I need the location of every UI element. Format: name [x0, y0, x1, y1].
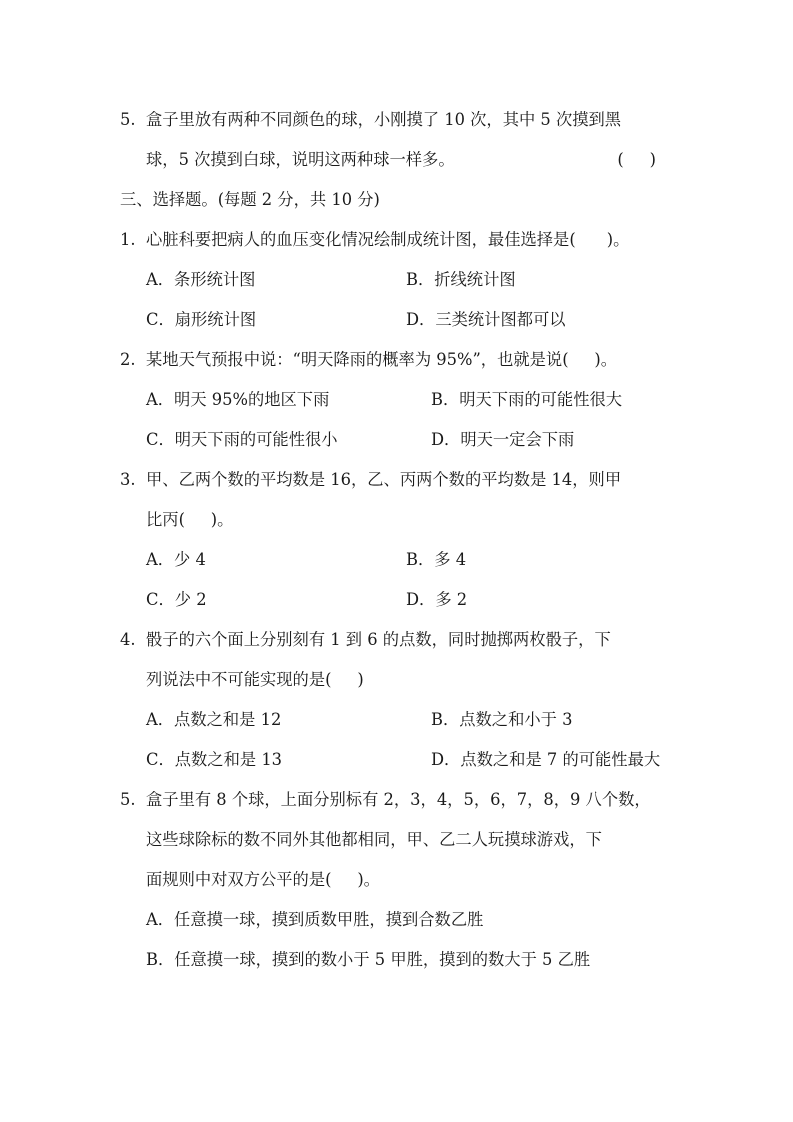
question-4 [120, 620, 700, 780]
question-2-options [146, 380, 700, 460]
question-3-stem [120, 460, 700, 500]
question-3-option-c[interactable]: C．少 2 [146, 590, 207, 609]
question-2-option-c[interactable]: C．明天下雨的可能性很小 [146, 430, 338, 449]
question-3 [120, 460, 700, 620]
question-5-stem-line2: 这些球除标的数不同外其他都相同，甲、乙二人玩摸球游戏，下 [146, 830, 602, 849]
question-5-stem [120, 780, 700, 820]
question-4-option-a[interactable]: A．点数之和是 12 [146, 710, 282, 729]
question-2-option-row-1 [146, 380, 700, 420]
question-3-option-d[interactable]: D．多 2 [406, 590, 468, 609]
question-2-number: 2. [120, 350, 136, 369]
question-4-option-row-1 [146, 700, 700, 740]
question-4-stem-line1: 骰子的六个面上分别刻有 1 到 6 的点数，同时抛掷两枚骰子，下 [146, 630, 611, 649]
question-5-stem-line1: 盒子里有 8 个球，上面分别标有 2，3，4，5，6，7，8，9 八个数， [146, 790, 651, 809]
question-5-number: 5. [120, 790, 136, 809]
question-2-option-a[interactable]: A．明天 95%的地区下雨 [146, 390, 330, 409]
question-4-number: 4. [120, 630, 136, 649]
question-1-option-row-1 [146, 260, 700, 300]
judgement-question-5 [120, 100, 700, 180]
section-heading-multiple-choice: 三、选择题。(每题 2 分，共 10 分) [120, 190, 380, 209]
question-1-option-row-2 [146, 300, 700, 340]
judgement-question-5-text-line2: 球，5 次摸到白球，说明这两种球一样多。 [146, 150, 455, 169]
question-2-option-b[interactable]: B．明天下雨的可能性很大 [431, 390, 623, 409]
question-4-option-b[interactable]: B．点数之和小于 3 [431, 710, 573, 729]
question-5-stem-line3: 面规则中对双方公平的是( )。 [146, 870, 380, 889]
question-2-stem [120, 340, 700, 380]
question-3-stem-line2: 比丙( )。 [146, 510, 234, 529]
question-4-option-c[interactable]: C．点数之和是 13 [146, 750, 283, 769]
question-5-option-b[interactable]: B．任意摸一球，摸到的数小于 5 甲胜，摸到的数大于 5 乙胜 [146, 950, 591, 969]
page-content [120, 100, 700, 980]
question-3-option-b[interactable]: B．多 4 [406, 550, 467, 569]
question-4-option-row-2 [146, 740, 700, 780]
question-1-option-d[interactable]: D．三类统计图都可以 [406, 310, 566, 329]
question-1 [120, 220, 700, 340]
judgement-question-5-text-line1: 盒子里放有两种不同颜色的球，小刚摸了 10 次，其中 5 次摸到黑 [146, 110, 622, 129]
question-2 [120, 340, 700, 460]
question-1-option-c[interactable]: C．扇形统计图 [146, 310, 257, 329]
judgement-question-5-second-line [146, 140, 700, 180]
question-1-number: 1. [120, 230, 136, 249]
question-5-option-a[interactable]: A．任意摸一球，摸到质数甲胜，摸到合数乙胜 [146, 910, 484, 929]
question-4-options [146, 700, 700, 780]
question-5 [120, 780, 700, 980]
question-3-option-a[interactable]: A．少 4 [146, 550, 206, 569]
question-3-option-row-1 [146, 540, 700, 580]
question-1-option-b[interactable]: B．折线统计图 [406, 270, 516, 289]
question-4-option-d[interactable]: D．点数之和是 7 的可能性最大 [431, 750, 661, 769]
question-3-option-row-2 [146, 580, 700, 620]
judgement-question-5-number: 5. [120, 110, 136, 129]
question-1-stem [120, 220, 700, 260]
question-3-number: 3. [120, 470, 136, 489]
question-2-option-row-2 [146, 420, 700, 460]
judgement-question-5-first-line [120, 100, 700, 140]
question-2-option-d[interactable]: D．明天一定会下雨 [431, 430, 575, 449]
question-1-stem-line1: 心脏科要把病人的血压变化情况绘制成统计图，最佳选择是( )。 [146, 230, 630, 249]
question-1-options [146, 260, 700, 340]
judgement-question-5-answer-bracket[interactable]: ( ) [617, 150, 656, 169]
question-3-options [146, 540, 700, 620]
question-4-stem [120, 620, 700, 660]
question-1-option-a[interactable]: A．条形统计图 [146, 270, 256, 289]
question-2-stem-line1: 某地天气预报中说：“明天降雨的概率为 95%”，也就是说( )。 [146, 350, 618, 369]
question-3-stem-line1: 甲、乙两个数的平均数是 16，乙、丙两个数的平均数是 14，则甲 [146, 470, 622, 489]
question-4-stem-line2: 列说法中不可能实现的是( ) [146, 670, 364, 689]
